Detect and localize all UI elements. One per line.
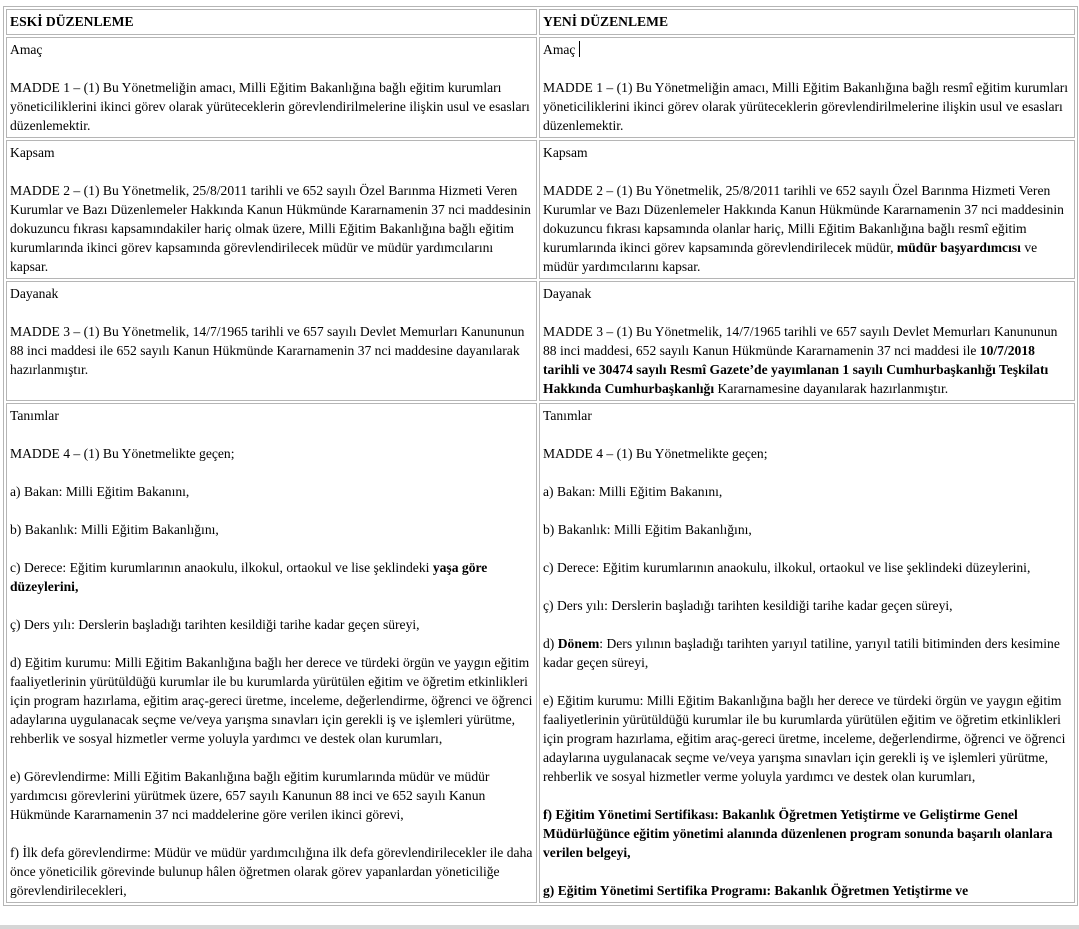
text-segment: Kapsam — [10, 145, 55, 160]
text-segment: c) Derece: Eğitim kurumlarının anaokulu, ilkokul, ortaokul ve lise şeklindeki — [10, 560, 433, 575]
bold-text: yaşa göre düzeylerini, — [10, 560, 488, 594]
article-paragraph — [543, 482, 1071, 501]
header-row — [6, 9, 1075, 35]
article-paragraph — [10, 558, 533, 596]
article-paragraph — [10, 444, 533, 463]
article-paragraph — [543, 558, 1071, 577]
text-segment: MADDE 1 – (1) Bu Yönetmeliğin amacı, Milli Eğitim Bakanlığına bağlı eğitim kurumları yöneticiliklerini ikinci görev olarak yürüteceklerin görevlendirilmelerine ilişkin usul ve esasları düzenlemektir. — [10, 80, 530, 133]
text-segment: a) Bakan: Milli Eğitim Bakanını, — [543, 484, 723, 499]
text-segment: MADDE 2 – (1) Bu Yönetmelik, 25/8/2011 tarihli ve 652 sayılı Özel Barınma Hizmeti Veren Kurumlar ve Bazı Düzenlemeler Hakkında Kanun Hükmünde Kararnamenin 37 nci maddesinin dokuzuncu fıkrası kapsamında olanlar hariç, Milli Eğitim Bakanlığına bağlı resmî eğitim kurumlarında ikinci görev kapsamında görevlendirilecek müdür, — [543, 183, 1064, 255]
bold-text: f) Eğitim Yönetimi Sertifikası: Bakanlık Öğretmen Yetiştirme ve Geliştirme Genel Müdürlüğünce eğitim yönetimi alanında düzenlenen program sonunda başarılı olanlara verilen belgeyi, — [543, 807, 1053, 860]
bold-text: müdür başyardımcısı — [896, 240, 1021, 255]
text-segment: MADDE 4 – (1) Bu Yönetmelikte geçen; — [10, 446, 235, 461]
table-row — [6, 281, 1075, 401]
article-paragraph — [543, 181, 1071, 276]
text-segment: MADDE 4 – (1) Bu Yönetmelikte geçen; — [543, 446, 768, 461]
comparison-table — [3, 6, 1078, 906]
bold-text: Dönem — [557, 636, 600, 651]
text-segment: MADDE 3 – (1) Bu Yönetmelik, 14/7/1965 tarihli ve 657 sayılı Devlet Memurları Kanununun 88 inci maddesi, 652 sayılı Kanun Hükmünde Kararnamenin 37 nci maddesi ile — [543, 324, 1058, 358]
section-heading — [543, 284, 1071, 303]
text-segment: e) Eğitim kurumu: Milli Eğitim Bakanlığına bağlı her derece ve türdeki örgün ve yaygın eğitim faaliyetlerinin yürütüldüğü kurumlar ile bu kurumlarda yürütülen eğitim ve öğretim etkinlikleri için program hazırlama, eğitim araç-gereci üretme, inceleme, değerlendirme, öğrenci ve öğrenci adaylarına uygulanacak seçme ve/veya yarışma sınavları için gerekli iş ve işlemleri yürütme, rehberlik ve sosyal hizmetler verme yoluyla yardımcı ve destek olan kurumları, — [543, 693, 1066, 784]
text-segment: ve müdür yardımcılarını kapsar. — [543, 240, 1038, 274]
table-row — [6, 140, 1075, 279]
text-segment: MADDE 1 – (1) Bu Yönetmeliğin amacı, Milli Eğitim Bakanlığına bağlı resmî eğitim kurumları yöneticiliklerini ikinci görev olarak yürüteceklerin görevlendirilmelerine ilişkin usul ve esasları düzenlemektir. — [543, 80, 1069, 133]
article-paragraph — [10, 653, 533, 748]
article-paragraph — [10, 181, 533, 276]
old-regulation-cell — [6, 403, 537, 903]
text-segment: Tanımlar — [543, 408, 592, 423]
article-paragraph — [10, 78, 533, 135]
new-regulation-cell — [539, 281, 1075, 401]
new-regulation-cell — [539, 403, 1075, 903]
old-regulation-cell — [6, 37, 537, 138]
article-paragraph — [543, 805, 1071, 862]
text-segment: ç) Ders yılı: Derslerin başladığı tarihten kesildiği tarihe kadar geçen süreyi, — [543, 598, 953, 613]
article-paragraph — [10, 767, 533, 824]
bold-text: 10/7/2018 tarihli ve 30474 sayılı Resmî Gazete’de yayımlanan 1 sayılı Cumhurbaşkanlığı Teşkilatı Hakkında Cumhurbaşkanlığı — [543, 343, 1049, 396]
article-paragraph — [10, 482, 533, 501]
bold-text: g) Eğitim Yönetimi Sertifika Programı: Bakanlık Öğretmen Yetiştirme ve — [543, 883, 969, 898]
article-paragraph — [543, 444, 1071, 463]
text-segment: Dayanak — [10, 286, 59, 301]
text-segment: c) Derece: Eğitim kurumlarının anaokulu, ilkokul, ortaokul ve lise şeklindeki düzeylerini, — [543, 560, 1031, 575]
header-new: YENİ DÜZENLEME — [539, 9, 1075, 35]
text-segment: e) Görevlendirme: Milli Eğitim Bakanlığına bağlı eğitim kurumlarında müdür ve müdür yardımcısı görevlerini yürütmek üzere, 657 sayılı Kanunun 88 inci ve 652 sayılı Kanun Hükmünde Kararnamenin 37 nci maddelerine göre verilen ikinci görevi, — [10, 769, 490, 822]
text-segment: a) Bakan: Milli Eğitim Bakanını, — [10, 484, 190, 499]
article-paragraph — [10, 843, 533, 900]
text-segment: Amaç — [543, 42, 576, 57]
text-segment: Tanımlar — [10, 408, 59, 423]
text-segment: b) Bakanlık: Milli Eğitim Bakanlığını, — [10, 522, 219, 537]
article-paragraph — [10, 520, 533, 539]
article-paragraph — [543, 78, 1071, 135]
table-row — [6, 37, 1075, 138]
text-segment: d) — [543, 636, 558, 651]
article-paragraph — [543, 322, 1071, 398]
section-heading — [10, 406, 533, 425]
section-heading — [543, 143, 1071, 162]
text-segment: b) Bakanlık: Milli Eğitim Bakanlığını, — [543, 522, 752, 537]
article-paragraph — [543, 596, 1071, 615]
horizontal-scrollbar[interactable] — [0, 925, 1079, 929]
article-paragraph — [543, 520, 1071, 539]
article-paragraph — [10, 615, 533, 634]
section-heading — [543, 406, 1071, 425]
article-paragraph — [543, 634, 1071, 672]
text-segment: MADDE 3 – (1) Bu Yönetmelik, 14/7/1965 tarihli ve 657 sayılı Devlet Memurları Kanununun 88 inci maddesi ile 652 sayılı Kanun Hükmünde Kararnamenin 37 nci maddesine dayanılarak hazırlanmıştır. — [10, 324, 525, 377]
text-segment: ç) Ders yılı: Derslerin başladığı tarihten kesildiği tarihe kadar geçen süreyi, — [10, 617, 420, 632]
article-paragraph — [10, 322, 533, 379]
header-old: ESKİ DÜZENLEME — [6, 9, 537, 35]
section-heading — [10, 284, 533, 303]
text-segment: : Ders yılının başladığı tarihten yarıyıl tatiline, yarıyıl tatili bitiminden ders kesimine kadar geçen süreyi, — [543, 636, 1060, 670]
article-paragraph — [543, 691, 1071, 786]
text-segment: f) İlk defa görevlendirme: Müdür ve müdür yardımcılığına ilk defa görevlendirilecekler ile daha önce yöneticilik görevinde bulunup hâlen öğretmen olarak görev yapanlardan yöneticiliğe görevlendirilecekleri, — [10, 845, 533, 898]
text-segment: d) Eğitim kurumu: Milli Eğitim Bakanlığına bağlı her derece ve türdeki örgün ve yaygın eğitim faaliyetlerinin yürütüldüğü kurumlar ile bu kurumlarda yürütülen eğitim ve öğretim etkinlikleri için program hazırlama, eğitim araç-gereci üretme, inceleme, değerlendirme, öğrenci ve öğrenci adaylarına uygulanacak seçme ve/veya yarışma sınavları için gerekli iş ve işlemleri yürütme, rehberlik ve sosyal hizmetler verme yoluyla yardımcı ve destek olan kurumları, — [10, 655, 533, 746]
text-segment: Kapsam — [543, 145, 588, 160]
text-segment: MADDE 2 – (1) Bu Yönetmelik, 25/8/2011 tarihli ve 652 sayılı Özel Barınma Hizmeti Veren Kurumlar ve Bazı Düzenlemeler Hakkında Kanun Hükmünde Kararnamenin 37 nci maddesinin dokuzuncu fıkrası kapsamındakiler hariç olmak üzere, Milli Eğitim Bakanlığına bağlı eğitim kurumlarında ikinci görev kapsamında görevlendirilecek müdür ve müdür yardımcılarını kapsar. — [10, 183, 531, 274]
article-paragraph — [543, 881, 1071, 900]
text-segment: Amaç — [10, 42, 43, 57]
text-segment: Dayanak — [543, 286, 592, 301]
table-row — [6, 403, 1075, 903]
old-regulation-cell — [6, 281, 537, 401]
old-regulation-cell — [6, 140, 537, 279]
text-cursor — [579, 41, 580, 57]
section-heading — [543, 40, 1071, 59]
new-regulation-cell — [539, 37, 1075, 138]
text-segment: Kararnamesine dayanılarak hazırlanmıştır. — [714, 381, 949, 396]
new-regulation-cell — [539, 140, 1075, 279]
section-heading — [10, 40, 533, 59]
section-heading — [10, 143, 533, 162]
